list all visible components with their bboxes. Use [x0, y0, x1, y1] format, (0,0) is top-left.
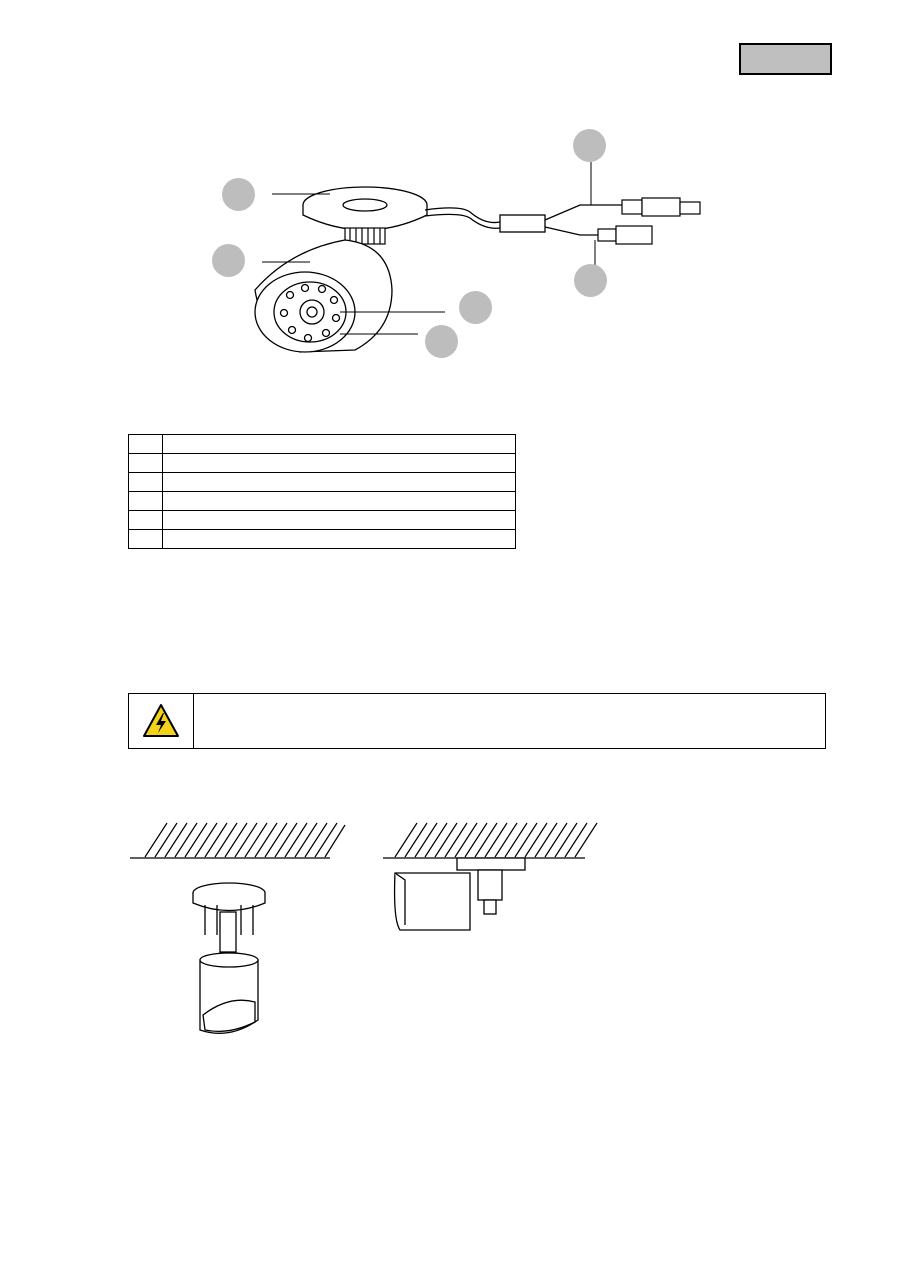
ceiling-hatch-left [130, 823, 345, 858]
high-voltage-warning-icon [142, 703, 180, 739]
warning-text [194, 694, 825, 748]
part-label [163, 454, 516, 473]
power-connector [622, 198, 700, 216]
warning-icon-cell [129, 694, 194, 748]
part-number [129, 511, 163, 530]
table-row [129, 530, 516, 549]
camera-housing [255, 240, 392, 352]
part-label [163, 492, 516, 511]
callout-6 [425, 325, 458, 358]
table-row [129, 435, 516, 454]
video-connector [598, 226, 652, 244]
table-row [129, 511, 516, 530]
table-row [129, 492, 516, 511]
parts-legend-table [128, 434, 516, 549]
part-number [129, 530, 163, 549]
callout-2 [212, 244, 245, 277]
part-number [129, 454, 163, 473]
camera-mount-base [303, 187, 427, 230]
part-label [163, 530, 516, 549]
table-row [129, 473, 516, 492]
table-row [129, 454, 516, 473]
callout-4 [574, 264, 607, 297]
part-label [163, 473, 516, 492]
part-label [163, 435, 516, 454]
warning-box [128, 693, 826, 749]
part-number [129, 473, 163, 492]
ceiling-hatch-right [383, 823, 597, 858]
part-number [129, 435, 163, 454]
camera-cable [425, 205, 625, 235]
mounted-camera [395, 858, 525, 930]
part-label [163, 511, 516, 530]
callout-3 [573, 129, 606, 162]
exploded-mount-camera [193, 883, 265, 1033]
callout-5 [459, 291, 492, 324]
callout-1 [222, 178, 255, 211]
part-number [129, 492, 163, 511]
